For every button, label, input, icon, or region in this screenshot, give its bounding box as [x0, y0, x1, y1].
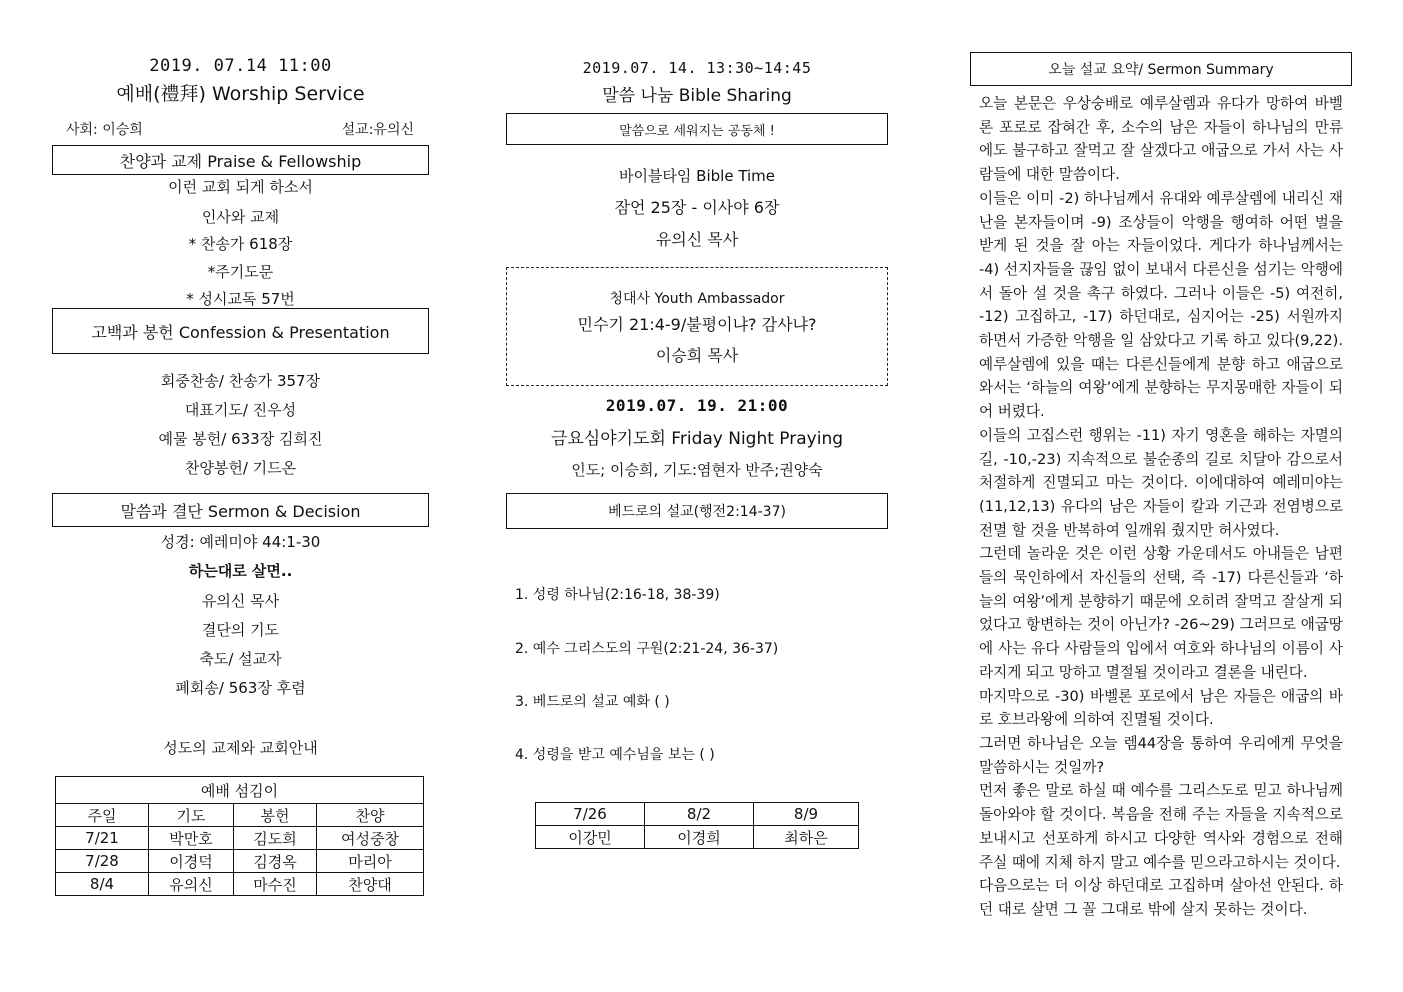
youth-speaker: 이승희 목사 [655, 346, 739, 365]
confession-item: 대표기도/ 진우성 [184, 401, 297, 419]
table-cell: 이경덕 [149, 850, 234, 873]
table-cell: 찬양대 [317, 873, 424, 896]
table-row [56, 873, 424, 896]
bible-time-passage: 잠언 25장 - 이사야 6장 [614, 198, 780, 217]
bible-time-speaker: 유의신 목사 [655, 230, 739, 249]
preacher-label: 설교:유의신 [341, 122, 414, 138]
praise-section-header [52, 145, 429, 175]
table-cell: 유의신 [149, 873, 234, 896]
sermon-section-header [52, 493, 429, 527]
praise-item: * 성시교독 57번 [186, 290, 295, 308]
table-cell: 7/28 [56, 850, 149, 873]
table-row [536, 826, 859, 849]
confession-item: 예물 봉헌/ 633장 김희진 [158, 430, 323, 448]
table-cell: 7/26 [536, 803, 645, 826]
servers-table [55, 776, 424, 896]
table-cell: 마리아 [317, 850, 424, 873]
table-cell: 이경희 [645, 826, 754, 849]
bible-sharing-title: 말씀 나눔 Bible Sharing [602, 86, 792, 106]
table-row [56, 850, 424, 873]
worship-title: 예배(禮拜) Worship Service [116, 83, 365, 105]
praise-header-text: 찬양과 교제 Praise & Fellowship [119, 151, 362, 171]
sermon-point: 2. 예수 그리스도의 구원(2:21-24, 36-37) [515, 641, 779, 657]
confession-item: 회중찬송/ 찬송가 357장 [160, 372, 321, 390]
praise-item: *주기도문 [207, 263, 274, 281]
summary-paragraph: 이들은 이미 -2) 하나님께서 유대와 예루살렘에 내리신 재난을 본자들이며 -9) 조상들이 악행을 행여하 어떤 벌을 받게 된 것을 잘 아는 자들이었다. 게다가 하나님께서는 -4) 선지자들을 끊임 없이 보내서 다른신을 섬기는 악행에서 돌아 설 것을 촉구 하였다. 그러나 이들은 -5) 여전히, -12) 고집하고, -17) 하던대로, 심지어는 -25) 서원까지 하면서 가증한 악행을 일 삼았다고 기록 하고 있다(9,22). 예루살렘에 있을 때는 다른신들에게 분향 하고 애굽으로 와서는 ‘하늘의 여왕’에게 분향하는 무지몽매한 자들이 되어 버렸다. [979, 189, 1343, 421]
table-cell: 8/2 [645, 803, 754, 826]
summary-header [970, 52, 1352, 86]
youth-title: 청대사 Youth Ambassador [609, 291, 785, 307]
sermon-item: 결단의 기도 [201, 621, 280, 639]
col-header: 기도 [149, 804, 234, 827]
summary-paragraph: 오늘 본문은 우상숭배로 예루살렘과 유다가 망하여 바벨론 포로로 잡혀간 후, 소수의 남은 자들이 하나님의 만류에도 불구하고 잘먹고 잘 살겠다고 애굽으로 가서 사는 사람들에 대한 말씀이다. [979, 95, 1343, 184]
table-cell: 김도희 [234, 827, 317, 850]
sermon-title: 하는대로 살면.. [188, 562, 293, 580]
table-cell: 8/4 [56, 873, 149, 896]
col-header: 봉헌 [234, 804, 317, 827]
friday-roles: 인도; 이승희, 기도:염현자 반주;권양숙 [571, 461, 823, 479]
table-row [56, 827, 424, 850]
sermon-item: 축도/ 설교자 [199, 650, 282, 668]
sermon-point: 1. 성령 하나님(2:16-18, 38-39) [515, 587, 720, 603]
sermon-topic-box [506, 493, 888, 529]
servers-caption: 예배 섬김이 [56, 777, 424, 804]
motto-box [506, 113, 888, 145]
sermon-summary [979, 92, 1343, 922]
confession-section-header [52, 308, 429, 354]
table-cell: 7/21 [56, 827, 149, 850]
confession-header-text: 고백과 봉헌 Confession & Presentation [91, 322, 390, 342]
summary-paragraph: 그러면 하나님은 오늘 렘44장을 통하여 우리에게 무엇을 말씀하시는 것일까? [979, 734, 1343, 776]
bible-time-title: 바이블타임 Bible Time [618, 167, 776, 185]
col-header: 주일 [56, 804, 149, 827]
summary-paragraph: 다음으로는 더 이상 하던대로 고집하며 살아선 안된다. 하던 대로 살면 그 꼴 그대로 밖에 살지 못하는 것이다. [979, 877, 1343, 918]
sermon-item: 성경: 예레미야 44:1-30 [160, 533, 321, 551]
youth-passage: 민수기 21:4-9/불평이냐? 감사냐? [577, 315, 817, 334]
table-cell: 여성중창 [317, 827, 424, 850]
summary-paragraph: 그런데 놀라운 것은 이런 상황 가운데서도 아내들은 남편들의 묵인하에서 자신들의 선택, 즉 -17) 다른신들과 ‘하늘의 여왕’에게 분향하기 때문에 오히려 잘먹고 잘살게 되었다고 항변하는 것이 아닌가? -26~29) 그러므로 애굽땅에 사는 유다 사람들의 입에서 여호와 하나님의 이름이 사라지게 되고 망하고 멸절될 것이라고 결론을 내린다. [979, 545, 1343, 681]
praise-item: 이런 교회 되게 하소서 [168, 178, 313, 196]
table-cell: 마수진 [234, 873, 317, 896]
summary-header-text: 오늘 설교 요약/ Sermon Summary [1048, 62, 1274, 78]
sermon-header-text: 말씀과 결단 Sermon & Decision [120, 501, 361, 521]
host-label: 사회: 이승희 [66, 122, 143, 138]
friday-title: 금요심야기도회 Friday Night Praying [550, 429, 844, 449]
table-cell: 최하은 [754, 826, 859, 849]
col-header: 찬양 [317, 804, 424, 827]
friday-schedule-table [535, 802, 859, 849]
sermon-item: 폐회송/ 563장 후렴 [175, 679, 306, 697]
confession-item: 찬양봉헌/ 기드온 [184, 459, 297, 477]
friday-date: 2019.07. 19. 21:00 [605, 396, 789, 415]
praise-item: * 찬송가 618장 [188, 235, 293, 253]
praise-item: 인사와 교제 [201, 208, 280, 226]
summary-paragraph: 이들의 고집스런 행위는 -11) 자기 영혼을 해하는 자멸의 길, -10,-23) 지속적으로 불순종의 길로 치달아 감으로서 처절하게 진멸되고 마는 것이다. 이에대하여 예레미야는 (11,12,13) 유다의 남은 자들이 칼과 기근과 전염병으로 전멸 할 것을 반복하여 일깨워 줬지만 허사였다. [979, 426, 1343, 539]
table-cell: 박만호 [149, 827, 234, 850]
table-cell: 이강민 [536, 826, 645, 849]
church-notice-heading: 성도의 교제와 교회안내 [163, 739, 318, 757]
table-cell: 8/9 [754, 803, 859, 826]
sermon-item: 유의신 목사 [201, 592, 280, 610]
sermon-point: 3. 베드로의 설교 예화 ( ) [515, 694, 670, 710]
sermon-topic-text: 베드로의 설교(행전2:14-37) [608, 504, 786, 520]
table-row [536, 803, 859, 826]
worship-date: 2019. 07.14 11:00 [149, 56, 332, 76]
table-cell: 김경옥 [234, 850, 317, 873]
summary-paragraph: 먼저 좋은 말로 하실 때 예수를 그리스도로 믿고 하나님께 돌아와야 할 것이다. 복음을 전해 주는 자들을 지속적으로 보내시고 선포하게 하시고 다양한 역사와 경험으로 전해 주실 때에 지체 하지 말고 예수를 믿으라고하시는 것이다. [979, 782, 1343, 871]
sermon-point: 4. 성령을 받고 예수님을 보는 ( ) [515, 747, 715, 763]
bible-sharing-date: 2019.07. 14. 13:30~14:45 [582, 59, 812, 77]
summary-paragraph: 마지막으로 -30) 바벨론 포로에서 남은 자들은 애굽의 바로 호브라왕에 의하여 진멸될 것이다. [979, 687, 1343, 729]
motto-text: 말씀으로 세워지는 공동체 ! [619, 123, 775, 139]
